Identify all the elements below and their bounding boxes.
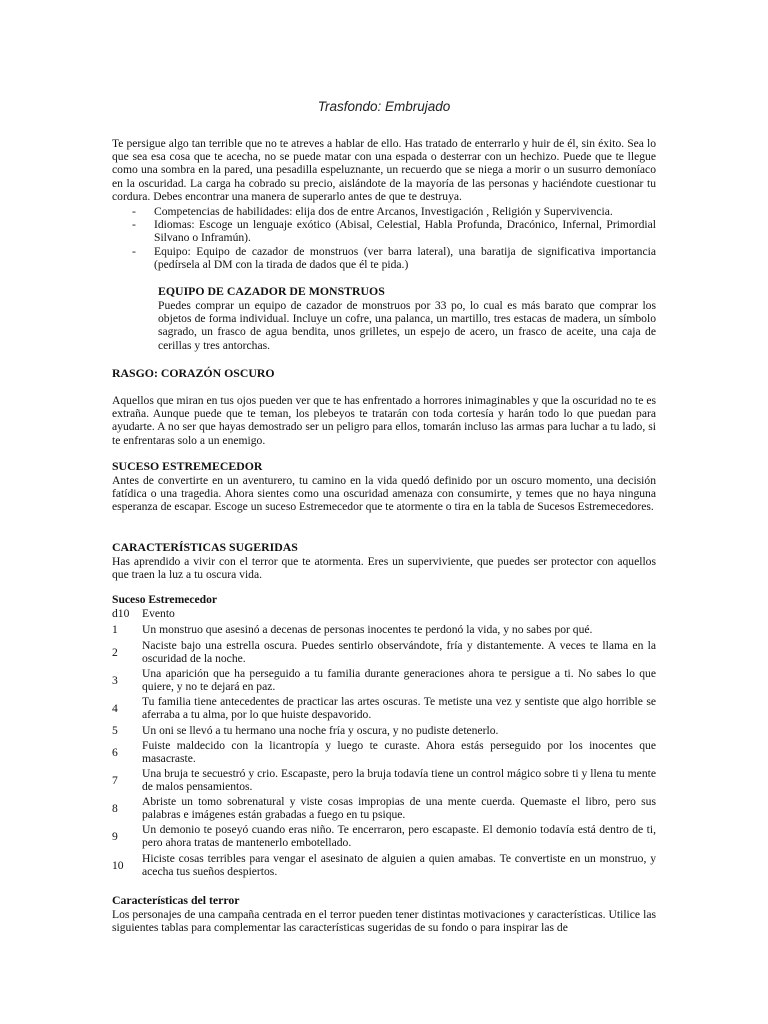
row-number: 8 [112,801,118,815]
table-row [112,638,656,666]
suggested-text: Has aprendido a vivir con el terror que te atormenta. Eres un superviviente, que puedes ser protector con aquellos que traen la luz a tu oscura vida. [112,555,656,582]
row-text: Tu familia tiene antecedentes de practicar las artes oscuras. Te metiste una vez y sentiste que algo horrible se aferraba a tu alma, por lo que huiste despavorido. [142,695,656,722]
row-text: Naciste bajo una estrella oscura. Puedes sentirlo observándote, fría y distantemente. A veces te llama en la oscuridad de la noche. [142,639,656,666]
row-number: 1 [112,623,118,637]
row-number: 4 [112,701,118,715]
feature-heading: RASGO: CORAZÓN OSCURO [112,366,275,380]
row-number: 9 [112,829,118,843]
list-item-text: Equipo: Equipo de cazador de monstruos (ver barra lateral), una baratija de significativa importancia (pedírsela al DM con la tirada de dados que él te pida.) [154,244,656,271]
list-item [112,205,656,218]
table-heading: Suceso Estremecedor [112,593,218,606]
dash-bullet: - [132,218,136,232]
table-row [112,850,656,880]
row-text: Un oni se llevó a tu hermano una noche fría y oscura, y no pudiste detenerlo. [142,723,499,737]
list-item-text: Competencias de habilidades: elija dos de entre Arcanos, Investigación , Religión y Supervivencia. [154,205,613,218]
row-text: Una aparición que ha perseguido a tu familia durante generaciones ahora te persigue a ti. No sabes lo que quiere, y no te dejará en paz. [142,667,656,694]
row-text: Un monstruo que asesinó a decenas de personas inocentes te perdonó la vida, y no sabes por qué. [142,623,593,637]
dash-bullet: - [132,244,136,258]
page-title: Trasfondo: Embrujado [317,99,451,114]
col-event-header: Evento [142,607,175,621]
feature-text: Aquellos que miran en tus ojos pueden ver que te has enfrentado a horrores inimaginables y que la oscuridad no te es extraña. Aunque puede que te teman, los plebeyos te tratarán con toda cortesía y harán todo lo que puedan para ayudarte. A no ser que hayas demostrado ser un peligro para ellos, tomarán incluso las armas para luchar a tu lado, si te enfrentaras solo a un enemigo. [112,394,656,447]
kit-section [112,284,656,352]
event-table [112,593,656,880]
table-row [112,766,656,794]
row-text: Abriste un tomo sobrenatural y viste cosas impropias de una mente cuerda. Quemaste el libro, pero sus palabras e imágenes están grabadas a fuego en tu psique. [142,795,656,822]
row-number: 2 [112,645,118,659]
row-text: Un demonio te poseyó cuando eras niño. Te encerraron, pero escapaste. El demonio todavía está dentro de ti, pero ahora tratas de mantenerlo embotellado. [142,823,656,850]
table-row [112,694,656,722]
table-header-row [112,606,656,621]
kit-text: Puedes comprar un equipo de cazador de monstruos por 33 po, lo cual es más barato que comprar los objetos de forma individual. Incluye un cofre, una palanca, un martillo, tres estacas de madera, un símbolo sagrado, un frasco de agua bendita, unos grilletes, un espejo de acero, un frasco de aceite, una caja de cerillas y tres antorchas. [158,299,656,352]
intro-paragraph: Te persigue algo tan terrible que no te atreves a hablar de ello. Has tratado de enterrarlo y huir de él, sin éxito. Sea lo que sea esa cosa que te acecha, no se puede matar con una espada o desterrar con un hechizo. Puede que te llegue como una sombra en la pared, una pesadilla espeluznante, un recuerdo que se niega a morir o un susurro demoníaco en la oscuridad. La carga ha cobrado su precio, aislándote de la mayoría de las personas y haciéndote cuestionar tu cordura. Debes encontrar una manera de superarlo antes de que te destruya. [112,137,656,203]
row-text: Hiciste cosas terribles para vengar el asesinato de alguien a quien amabas. Te convertiste en un monstruo, y acecha tus sueños despiertos. [142,852,656,879]
col-die-header: d10 [112,607,130,621]
row-number: 3 [112,673,118,687]
table-row [112,666,656,694]
table-row [112,794,656,822]
list-item-text: Idiomas: Escoge un lenguaje exótico (Abisal, Celestial, Habla Profunda, Dracónico, Infernal, Primordial Silvano o Inframún). [154,218,656,245]
event-heading: SUCESO ESTREMECEDOR [112,459,263,473]
terror-text: Los personajes de una campaña centrada en el terror pueden tener distintas motivaciones y características. Utilice las siguientes tablas para complementar las características sugeridas de su fondo o para inspirar las de [112,908,656,935]
row-text: Fuiste maldecido con la licantropía y luego te curaste. Ahora estás perseguido por los inocentes que masacraste. [142,739,656,766]
table-row [112,722,656,738]
list-item [112,218,656,244]
proficiency-list [112,205,656,271]
terror-heading: Características del terror [112,893,240,907]
row-number: 7 [112,773,118,787]
suggested-heading: CARACTERÍSTICAS SUGERIDAS [112,540,298,554]
event-text: Antes de convertirte en un aventurero, tu camino en la vida quedó definido por un oscuro momento, una decisión fatídica o una tragedia. Ahora sientes como una oscuridad amenaza con consumirte, y temes que no haya ninguna esperanza de escapar. Escoge un suceso Estremecedor que te atormente o tira en la tabla de Sucesos Estremecedores. [112,474,656,514]
table-row [112,738,656,766]
dash-bullet: - [132,205,136,218]
table-row [112,822,656,850]
table-row [112,621,656,638]
kit-heading: EQUIPO DE CAZADOR DE MONSTRUOS [158,284,385,298]
row-number: 5 [112,723,118,737]
row-text: Una bruja te secuestró y crio. Escapaste, pero la bruja todavía tiene un control mágico sobre ti y llena tu mente de malos pensamientos. [142,767,656,794]
list-item [112,245,656,271]
row-number: 10 [112,858,124,872]
row-number: 6 [112,745,118,759]
